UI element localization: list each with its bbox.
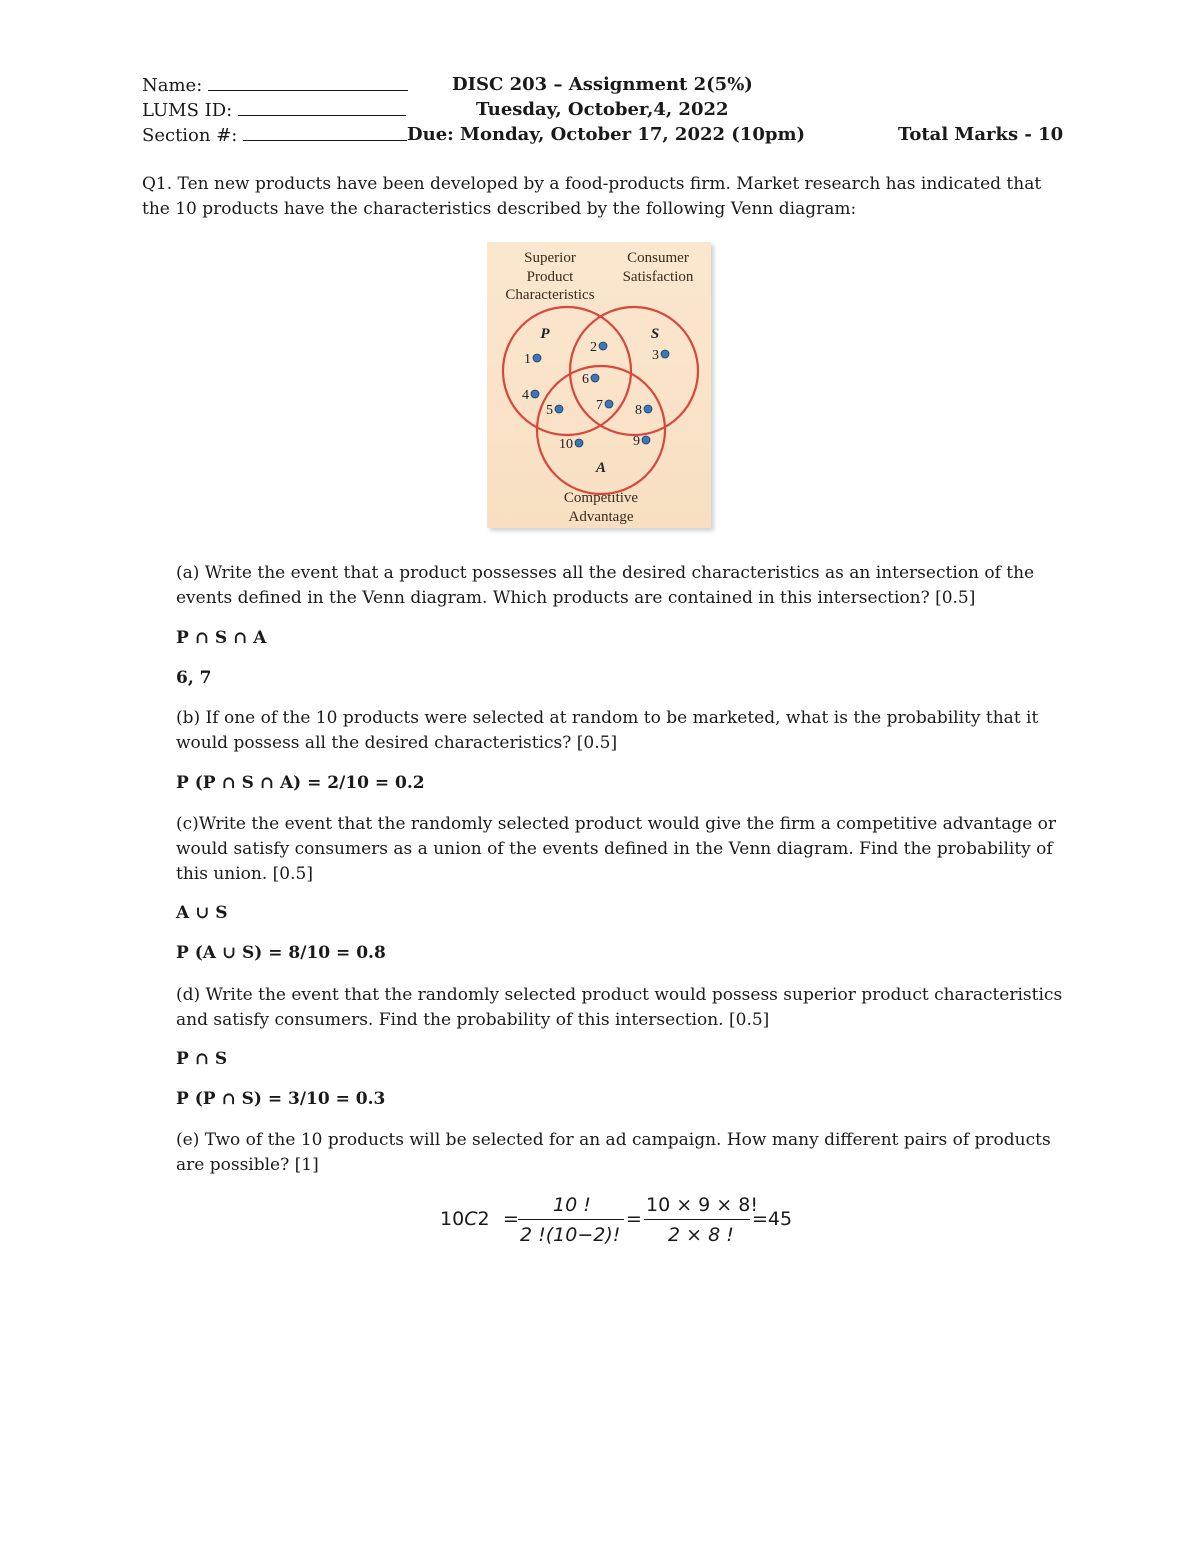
item-2-number: 2 [590, 340, 597, 355]
assignment-date: Tuesday, October,4, 2022 [476, 99, 729, 120]
due-date: Due: Monday, October 17, 2022 (10pm) [407, 124, 806, 145]
circle-p [503, 307, 631, 435]
item-7-dot [605, 400, 613, 408]
answer-a-products: 6, 7 [176, 668, 212, 688]
label-s-line1: Consumer [627, 250, 689, 266]
question-b-text: (b) If one of the 10 products were selected at random to be marketed, what is the probability that it would possess all the desired characteristics? [0.5] [176, 708, 1039, 753]
formula-numerator-2: 10 × 9 × 8! [646, 1194, 758, 1216]
question-a-text: (a) Write the event that a product possesses all the desired characteristics as an intersection of the events defined in the Venn diagram. Which products are contained in this intersection? [0.5] [176, 563, 1035, 608]
item-8-number: 8 [635, 403, 642, 418]
id-label: LUMS ID: [142, 100, 233, 121]
question-intro: Q1. Ten new products have been developed by a food-products firm. Market research has indicated that the 10 products have the characteristics described by the following Venn diagram: [142, 174, 1042, 219]
answer-b: P (P ∩ S ∩ A) = 2/10 = 0.2 [176, 773, 425, 793]
item-4-number: 4 [522, 388, 529, 403]
item-5-dot [555, 405, 563, 413]
set-label-p: P [540, 326, 550, 342]
item-4-dot [531, 390, 539, 398]
formula-numerator-1: 10 ! [553, 1194, 591, 1216]
assignment-title: DISC 203 – Assignment 2(5%) [452, 74, 753, 95]
venn-diagram [487, 242, 711, 528]
formula-denominator-2: 2 × 8 ! [668, 1224, 734, 1246]
item-3-dot [661, 350, 669, 358]
section-blank [243, 124, 407, 141]
set-label-a: A [595, 460, 607, 476]
answer-d-probability: P (P ∩ S) = 3/10 = 0.3 [176, 1089, 386, 1109]
name-line [142, 74, 408, 97]
label-p-line1: Superior [524, 250, 576, 266]
item-1-dot [533, 354, 541, 362]
formula-lhs-n: 10 [440, 1208, 465, 1230]
formula-eq2: = [626, 1208, 642, 1230]
label-a-line2: Advantage [568, 509, 634, 525]
answer-d-event: P ∩ S [176, 1049, 228, 1069]
item-6-dot [591, 374, 599, 382]
item-5-number: 5 [546, 403, 553, 418]
answer-c-probability: P (A ∪ S) = 8/10 = 0.8 [176, 943, 386, 963]
section-line [142, 124, 407, 147]
item-3-number: 3 [652, 348, 659, 363]
label-p-line3: Characteristics [505, 287, 595, 303]
combination-formula [440, 1192, 800, 1252]
total-marks: Total Marks - 10 [898, 124, 1064, 145]
formula-lhs-c: C [464, 1208, 478, 1230]
id-line [142, 99, 406, 122]
item-8-dot [644, 405, 652, 413]
formula-fraction-bar-2 [644, 1219, 750, 1220]
item-9-dot [642, 436, 650, 444]
set-label-s: S [650, 326, 660, 342]
name-label: Name: [142, 75, 203, 96]
name-blank [208, 74, 408, 91]
item-10-dot [575, 439, 583, 447]
formula-lhs [440, 1208, 490, 1230]
venn-dots [531, 342, 669, 447]
answer-a-event: P ∩ S ∩ A [176, 628, 267, 648]
label-s-line2: Satisfaction [622, 269, 694, 285]
item-6-number: 6 [582, 372, 589, 387]
item-9-number: 9 [633, 434, 640, 449]
formula-fraction-bar-1 [518, 1219, 624, 1220]
label-a-line1: Competitive [563, 490, 639, 506]
answer-c-event: A ∪ S [176, 903, 228, 923]
formula-eq1: = [503, 1208, 519, 1230]
label-p-line2: Product [526, 269, 574, 285]
question-e-text: (e) Two of the 10 products will be selected for an ad campaign. How many different pairs of products are possible? [1] [176, 1130, 1051, 1175]
id-blank [238, 99, 406, 116]
formula-denominator-1: 2 !(10−2)! [520, 1224, 621, 1246]
item-1-number: 1 [524, 352, 531, 367]
item-7-number: 7 [596, 398, 603, 413]
item-10-number: 10 [559, 437, 573, 452]
question-c-text: (c)Write the event that the randomly selected product would give the firm a competitive advantage or would satisfy consumers as a union of the events defined in the Venn diagram. Find the probability of this union. [0.5] [176, 814, 1057, 884]
item-2-dot [599, 342, 607, 350]
question-d-text: (d) Write the event that the randomly selected product would possess superior product characteristics and satisfy consumers. Find the probability of this intersection. [0.5] [176, 985, 1063, 1030]
circle-s [570, 307, 698, 435]
section-label: Section #: [142, 125, 238, 146]
formula-result: =45 [752, 1208, 793, 1230]
venn-svg [487, 242, 711, 528]
formula-lhs-k: 2 [477, 1208, 490, 1230]
